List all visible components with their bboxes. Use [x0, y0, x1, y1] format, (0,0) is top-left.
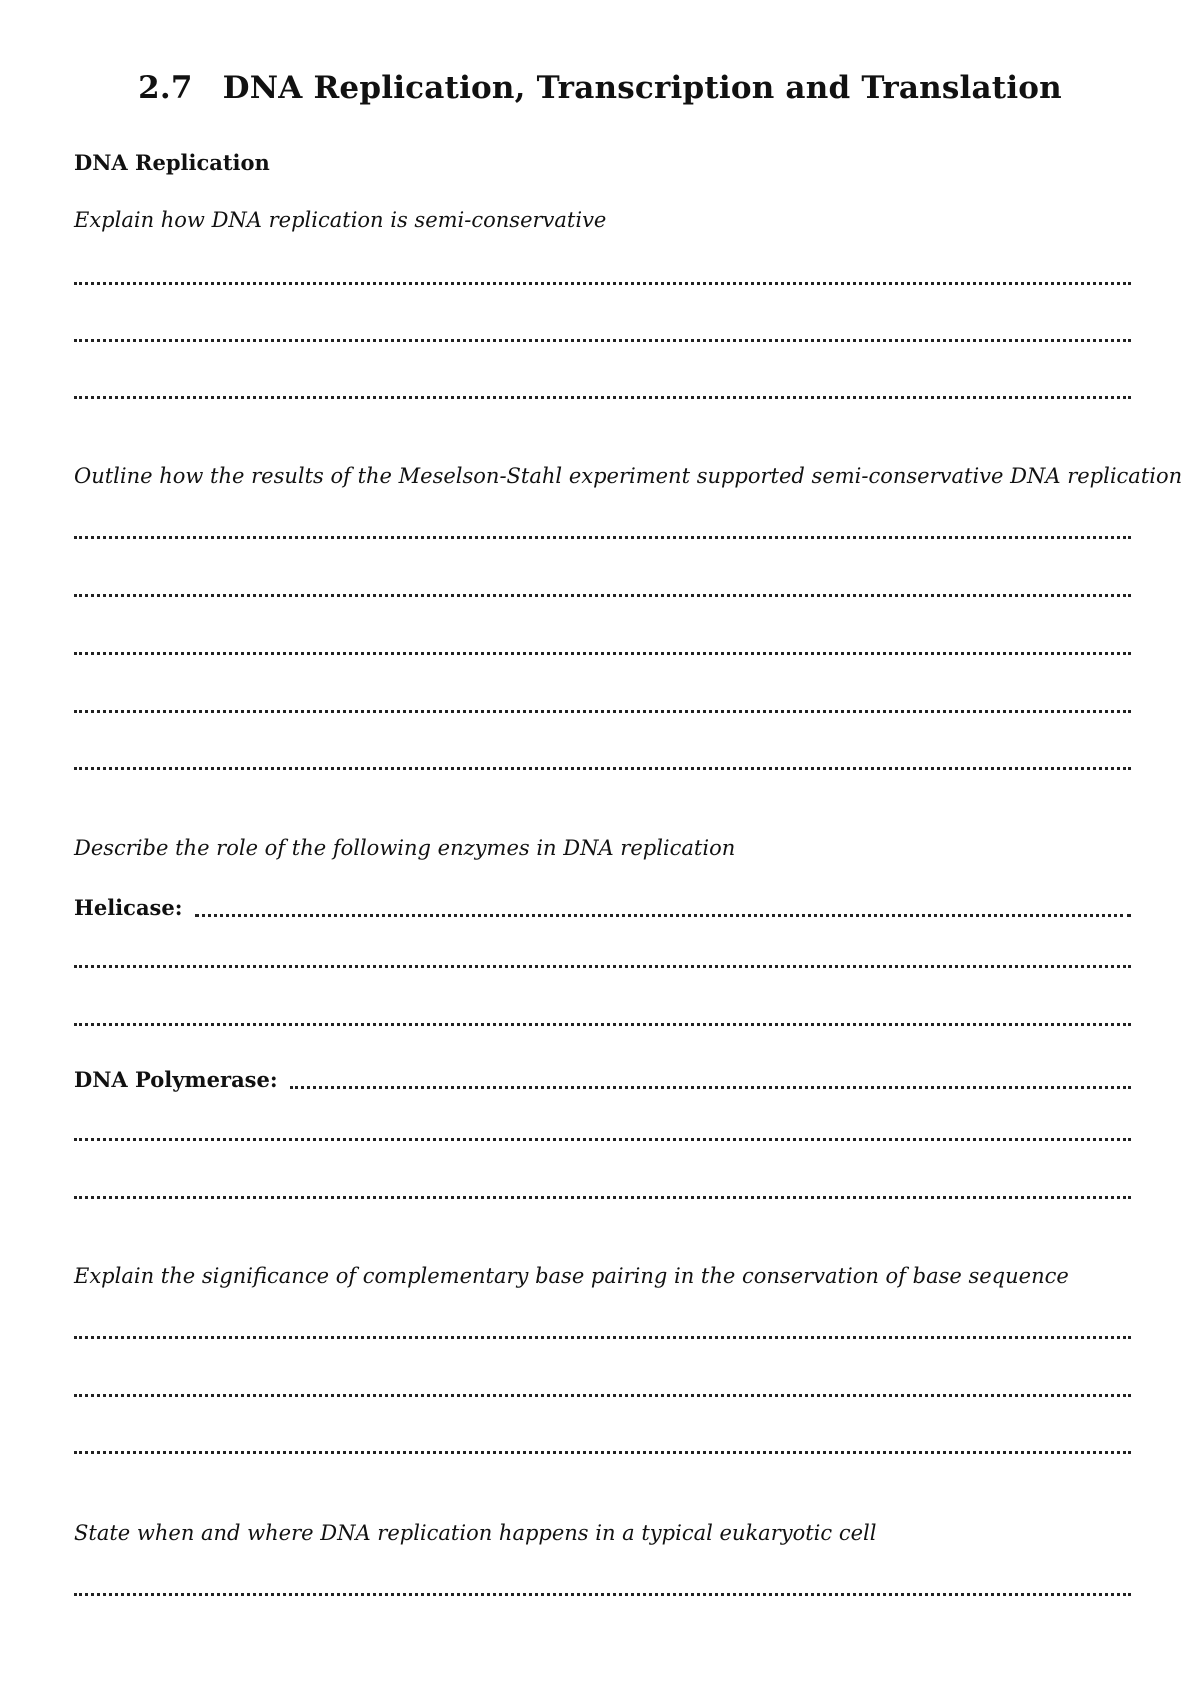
- polymerase-label: DNA Polymerase:: [74, 1067, 278, 1092]
- answer-line[interactable]: [74, 767, 1131, 770]
- answer-line[interactable]: [74, 652, 1131, 655]
- question-when-where: State when and where DNA replication happens in a typical eukaryotic cell: [74, 1521, 877, 1545]
- answer-line[interactable]: [74, 536, 1131, 539]
- answer-line[interactable]: [74, 1394, 1131, 1397]
- title-number: 2.7: [138, 70, 193, 106]
- answer-line[interactable]: [74, 1196, 1131, 1199]
- question-base-pairing: Explain the significance of complementary base pairing in the conservation of base sequence: [74, 1264, 1069, 1288]
- answer-line[interactable]: [74, 1451, 1131, 1454]
- question-enzymes: Describe the role of the following enzymes in DNA replication: [74, 836, 736, 860]
- answer-line[interactable]: [74, 339, 1131, 342]
- page-title: [0, 70, 1200, 106]
- answer-line[interactable]: [74, 282, 1131, 285]
- answer-line[interactable]: [74, 594, 1131, 597]
- polymerase-row: [74, 1064, 1131, 1090]
- polymerase-answer-line[interactable]: [290, 1086, 1131, 1089]
- helicase-row: [74, 892, 1131, 918]
- answer-line[interactable]: [74, 1336, 1131, 1339]
- answer-line[interactable]: [74, 1593, 1131, 1596]
- question-semi-conservative: Explain how DNA replication is semi-conservative: [74, 208, 607, 232]
- helicase-answer-line[interactable]: [195, 914, 1132, 917]
- question-meselson-stahl: Outline how the results of the Meselson-Stahl experiment supported semi-conservative DNA replication: [74, 464, 1183, 488]
- section-heading: DNA Replication: [74, 150, 270, 175]
- helicase-label: Helicase:: [74, 895, 183, 920]
- answer-line[interactable]: [74, 1023, 1131, 1026]
- answer-line[interactable]: [74, 710, 1131, 713]
- answer-line[interactable]: [74, 1138, 1131, 1141]
- answer-line[interactable]: [74, 396, 1131, 399]
- title-text: DNA Replication, Transcription and Translation: [222, 70, 1062, 106]
- answer-line[interactable]: [74, 965, 1131, 968]
